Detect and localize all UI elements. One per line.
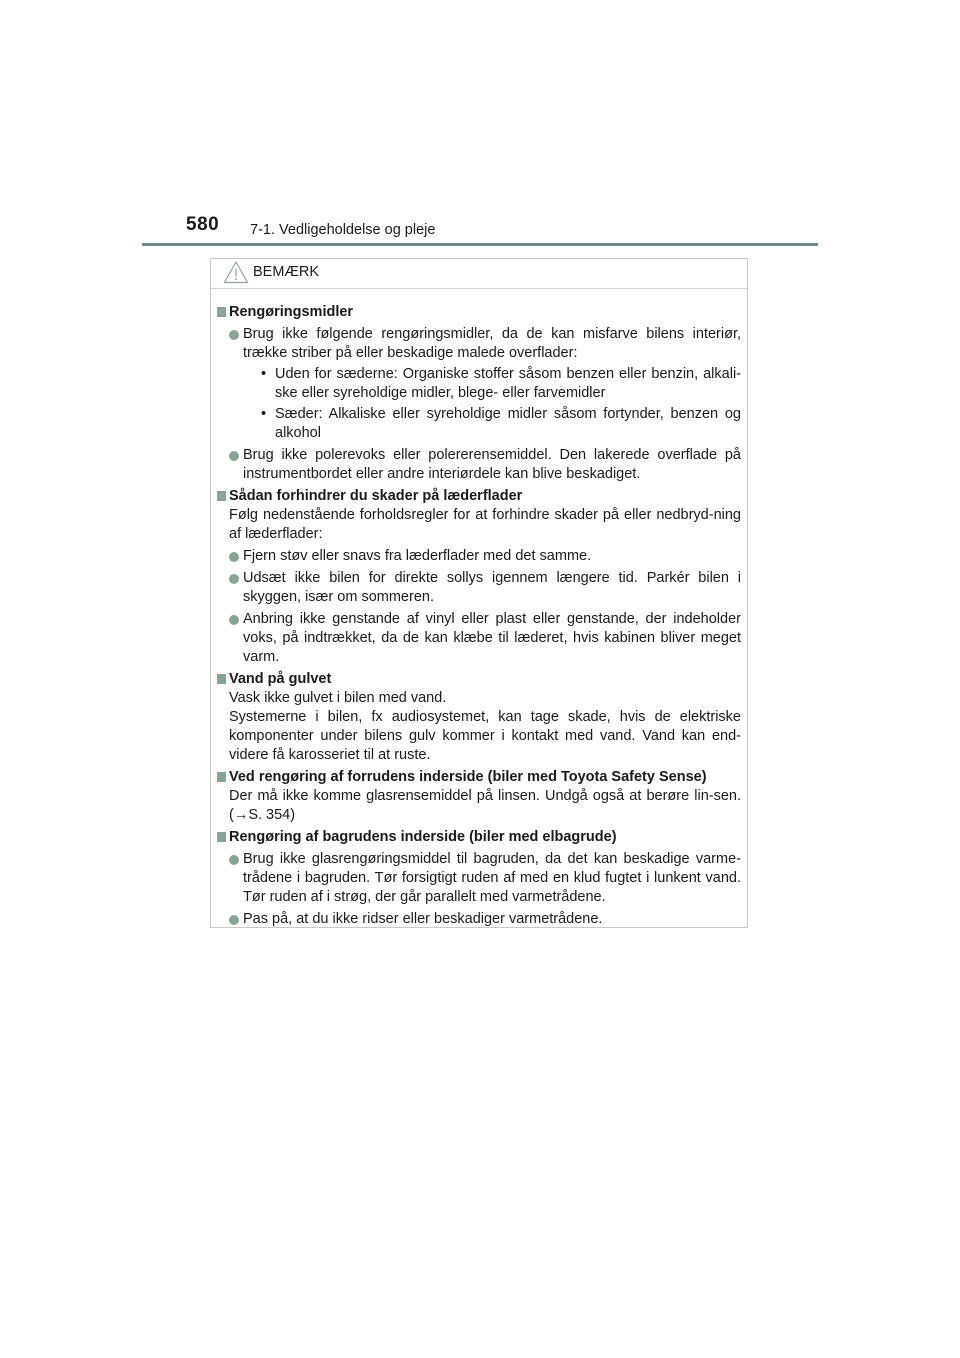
section-heading: Rengøringsmidler xyxy=(217,303,741,322)
square-bullet-icon xyxy=(217,832,226,842)
bullet-item: Udsæt ikke bilen for direkte sollys igennem længere tid. Parkér bilen i skyggen, især om sommeren. xyxy=(217,569,741,607)
circle-bullet-icon xyxy=(229,855,239,865)
circle-bullet-icon xyxy=(229,330,239,340)
bullet-item: Fjern støv eller snavs fra læderflader med det samme. xyxy=(217,547,741,566)
paragraph: Følg nedenstående forholdsregler for at forhindre skader på eller nedbryd-ning af læderflader: xyxy=(229,507,741,542)
bullet-item: Brug ikke følgende rengøringsmidler, da de kan misfarve bilens interiør, trække striber på eller beskadige malede overflader: xyxy=(217,325,741,363)
notice-body xyxy=(211,289,747,929)
notice-label: BEMÆRK xyxy=(253,264,320,280)
paragraph: Vask ikke gulvet i bilen med vand. xyxy=(229,690,447,706)
section-title: 7-1. Vedligeholdelse og pleje xyxy=(250,222,436,238)
circle-bullet-icon xyxy=(229,615,239,625)
sub-bullet-item: • Sæder: Alkaliske eller syreholdige midler såsom fortynder, benzen og alkohol xyxy=(261,406,741,441)
paragraph: Der må ikke komme glasrensemiddel på linsen. Undgå også at berøre lin-sen. (→S. 354) xyxy=(229,788,741,823)
sub-bullet-item: • Uden for sæderne: Organiske stoffer såsom benzen eller benzin, alkali-ske eller syreholdige midler, blege- eller farvemidler xyxy=(261,366,741,401)
page-header xyxy=(142,214,818,246)
square-bullet-icon xyxy=(217,674,226,684)
header-rule xyxy=(142,243,818,246)
bullet-item: Anbring ikke genstande af vinyl eller plast eller genstande, der indeholder voks, på indtrækket, da de kan klæbe til læderet, hvis kabinen bliver meget varm. xyxy=(217,610,741,667)
notice-header xyxy=(211,259,747,289)
paragraph: Systemerne i bilen, fx audiosystemet, kan tage skade, hvis de elektriske komponenter under bilens gulv kommer i kontakt med vand. Vand kan end-videre få karosseriet til at ruste. xyxy=(229,709,741,763)
section-heading: Sådan forhindrer du skader på læderflader xyxy=(217,487,741,506)
section-heading: Rengøring af bagrudens inderside (biler med elbagrude) xyxy=(217,828,741,847)
warning-triangle-icon xyxy=(223,260,249,284)
square-bullet-icon xyxy=(217,491,226,501)
notice-box xyxy=(210,258,748,928)
circle-bullet-icon xyxy=(229,915,239,925)
square-bullet-icon xyxy=(217,307,226,317)
circle-bullet-icon xyxy=(229,451,239,461)
circle-bullet-icon xyxy=(229,574,239,584)
section-heading: Ved rengøring af forrudens inderside (biler med Toyota Safety Sense) xyxy=(217,768,741,787)
bullet-item: Brug ikke glasrengøringsmiddel til bagruden, da det kan beskadige varme-trådene i bagruden. Tør forsigtigt ruden af med en klud fugtet i lunkent vand. Tør ruden af i strøg, der går parallelt med varmetrådene. xyxy=(217,850,741,907)
square-bullet-icon xyxy=(217,772,226,782)
bullet-item: Brug ikke polerevoks eller polererensemiddel. Den lakerede overflade på instrumentbordet eller andre interiørdele kan blive beskadiget. xyxy=(217,446,741,484)
bullet-item: Pas på, at du ikke ridser eller beskadiger varmetrådene. xyxy=(217,910,741,929)
section-heading: Vand på gulvet xyxy=(217,670,741,689)
page-number: 580 xyxy=(186,214,220,235)
circle-bullet-icon xyxy=(229,552,239,562)
